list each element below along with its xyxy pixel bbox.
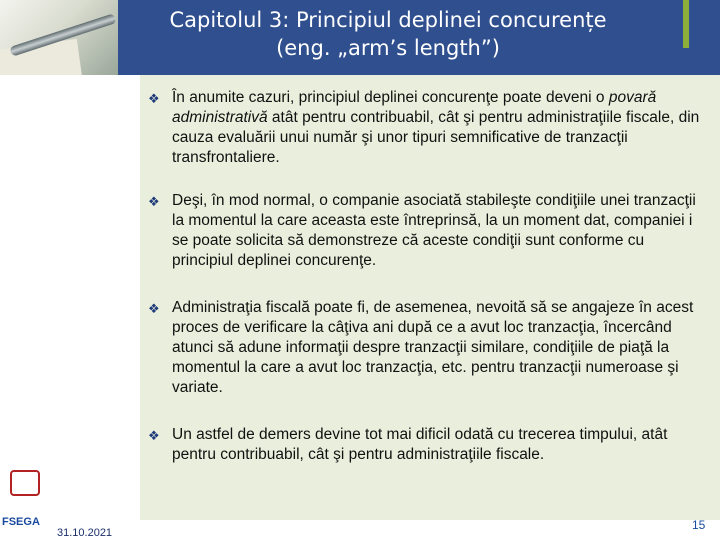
diamond-bullet-icon: ❖ (148, 194, 160, 209)
header-photo (0, 0, 118, 75)
diamond-bullet-icon: ❖ (148, 428, 160, 443)
logo-text: FSEGA (2, 516, 40, 528)
title-line-2: (eng. „arm’s length”) (276, 36, 500, 60)
diamond-bullet-icon: ❖ (148, 301, 160, 316)
page-number: 15 (692, 518, 706, 532)
bullet-item-2 (148, 191, 708, 271)
bullet-item-4 (148, 425, 708, 465)
bullet-2-text: Deşi, în mod normal, o companie asociată stabileşte condiţiile unei tranzacţii la momentul la care aceasta este întreprinsă, la un moment dat, companiei i se poate solicita să demonstreze că aceste condiţii sunt conforme cu principiul deplinei concurenţe. (172, 192, 696, 269)
bullet-item-3 (148, 298, 708, 398)
bullet-1-text-start: În anumite cazuri, principiul deplinei concurenţe poate deveni o (172, 89, 609, 106)
bullet-1-text-end: atât pentru contribuabil, cât şi pentru administraţiile fiscale, din cauza evaluării unui număr şi unor tipuri semnificative de tranzacţii transfrontaliere. (172, 109, 700, 166)
bullet-item-1 (148, 88, 708, 168)
bullet-4-text: Un astfel de demers devine tot mai dificil odată cu trecerea timpului, atât pentru contribuabil, cât şi pentru administraţiile fiscale. (172, 426, 668, 463)
bullet-3-text: Administraţia fiscală poate fi, de asemenea, nevoită să se angajeze în acest proces de verificare la câţiva ani după ce a avut loc tranzacţia, încercând atunci să adune informaţii despre tranzacţii similare, condiţiile de piaţă la momentul la care a avut loc tranzacţia, etc. pentru tranzacţii numeroase şi variate. (172, 299, 694, 396)
diamond-bullet-icon: ❖ (148, 91, 160, 106)
slide-header (0, 0, 720, 75)
slide-title (118, 6, 658, 62)
bullet-text (172, 89, 699, 166)
slide-date: 31.10.2021 (57, 527, 113, 539)
accent-bar (683, 0, 689, 48)
bullet-1-emphasis: povară administrativă (172, 89, 657, 126)
emblem-icon (10, 470, 40, 496)
fsega-logo (2, 470, 46, 530)
title-line-1: Capitolul 3: Principiul deplinei concurențe (169, 8, 607, 32)
